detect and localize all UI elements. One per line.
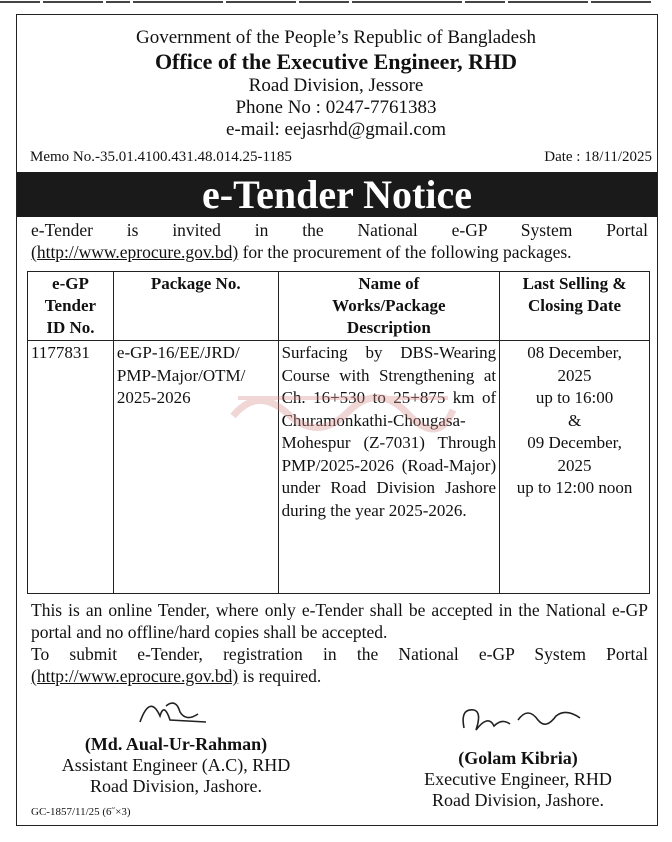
right-signatory-office: Road Division, Jashore. — [432, 790, 604, 810]
registration-url: (http://www.eprocure.gov.bd) — [31, 666, 239, 686]
intro-url: (http://www.eprocure.gov.bd) — [31, 242, 239, 262]
header-works-description: Name of Works/Package Description — [278, 272, 500, 341]
right-signature — [458, 700, 588, 740]
left-signatory-title: Assistant Engineer (A.C), RHD — [61, 755, 291, 775]
right-signatory-title: Executive Engineer, RHD — [424, 769, 612, 789]
registration-line-2: is required. — [238, 666, 322, 686]
online-tender-paragraph: This is an online Tender, where only e-Tender shall be accepted in the National e-GP portal and no offline/hard copies shall be accepted. — [31, 600, 648, 642]
cell-works-description: Surfacing by DBS-Wearing Course with Strengthening at Ch. 16+530 to 25+875 km of Churamonkathi-Chougasa-Mohespur (Z-7031) Through PMP/2025-2026 (Road-Major) under Road Division Jashore during the year 2025-2026. — [278, 341, 500, 594]
left-signature — [136, 692, 216, 730]
left-signatory-name: (Md. Aual-Ur-Rahman) — [84, 734, 268, 754]
intro-line-2: for the procurement of the following packages. — [238, 242, 572, 262]
government-line: Government of the People’s Republic of Bangladesh — [136, 27, 536, 48]
header-closing-date: Last Selling & Closing Date — [500, 272, 650, 341]
tender-table — [27, 271, 650, 594]
phone-line: Phone No : 0247-7761383 — [235, 97, 437, 118]
cell-tender-id: 1177831 — [28, 341, 114, 594]
header-tender-id: e-GP Tender ID No. — [28, 272, 114, 341]
memo-date: Date : 18/11/2025 — [544, 149, 652, 165]
right-signatory-block — [370, 748, 666, 811]
left-signatory-office: Road Division, Jashore. — [90, 776, 262, 796]
intro-paragraph — [31, 219, 648, 263]
email-line: e-mail: eejasrhd@gmail.com — [225, 119, 447, 140]
cell-closing-dates: 08 December, 2025 up to 16:00 & 09 December, 2025 up to 12:00 noon — [500, 341, 650, 594]
table-row — [28, 341, 650, 594]
header-package-no: Package No. — [113, 272, 278, 341]
memo-number: Memo No.-35.01.4100.431.48.014.25-1185 — [30, 149, 292, 165]
right-signatory-name: (Golam Kibria) — [458, 748, 578, 768]
cell-package-no: e-GP-16/EE/JRD/ PMP-Major/OTM/ 2025-2026 — [113, 341, 278, 594]
office-title: Office of the Executive Engineer, RHD — [154, 49, 518, 74]
gc-code: GC-1857/11/25 (6˝×3) — [31, 806, 131, 818]
table-header-row — [28, 272, 650, 341]
intro-line-1: e-Tender is invited in the National e-GP System Portal — [31, 220, 648, 240]
notice-title-banner: e-Tender Notice — [17, 172, 657, 217]
clipped-previous-text — [0, 0, 672, 6]
left-signatory-block — [30, 734, 322, 797]
division-line: Road Division, Jessore — [248, 75, 424, 96]
registration-paragraph — [31, 643, 648, 687]
registration-line-1: To submit e-Tender, registration in the National e-GP System Portal — [31, 644, 648, 664]
